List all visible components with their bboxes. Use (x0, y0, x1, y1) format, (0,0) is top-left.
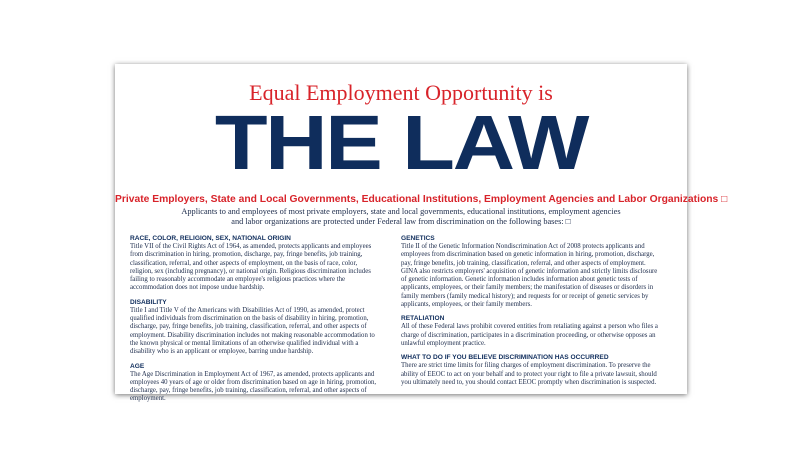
poster-intro: Applicants to and employees of most private employers, state and local governments, educational institutions, employment agencies and labor organizations are protected under Federal law from discrimination on the following bases: □ (181, 207, 621, 226)
section-genetics (401, 234, 661, 309)
section-heading: GENETICS (401, 235, 435, 242)
section-race-color-religion (130, 234, 381, 293)
section-what-to-do (401, 353, 661, 387)
poster-subhead: Private Employers, State and Local Governments, Educational Institutions, Employment Agencies and Labor Organizations □ (115, 194, 728, 205)
section-body: Title VII of the Civil Rights Act of 1964, as amended, protects applicants and employees from discrimination in hiring, promotion, discharge, pay, fringe benefits, job training, classification, referral, and other aspects of employment, on the basis of race, color, religion, sex (including pregnancy), or national origin. Religious discrimination includes failing to reasonably accommodate an employee's religious practices where the accommodation does not impose undue hardship. (130, 243, 372, 292)
poster-headline: Equal Employment Opportunity is (249, 80, 553, 105)
section-disability (130, 298, 381, 357)
section-age (130, 362, 381, 404)
left-column (130, 234, 381, 409)
section-body: The Age Discrimination in Employment Act of 1967, as amended, protects applicants and employees 40 years of age or older from discrimination based on age in hiring, promotion, discharge, pay, fringe benefits, job training, classification, referral, and other aspects of employment. (130, 370, 377, 403)
section-heading: WHAT TO DO IF YOU BELIEVE DISCRIMINATION HAS OCCURRED (401, 354, 609, 362)
right-column (401, 234, 661, 392)
section-body: There are strict time limits for filing charges of employment discrimination. To preserve the ability of EEOC to act on your behalf and to protect your right to file a private lawsuit, should you ultimately need to, you should contact EEOC promptly when discrimination is suspected. (401, 362, 657, 386)
section-heading: RACE, COLOR, RELIGION, SEX, NATIONAL ORIGIN (130, 235, 291, 242)
poster-title: THE LAW (214, 100, 588, 186)
section-body: Title I and Title V of the Americans with Disabilities Act of 1990, as amended, protect qualified individuals from discrimination on the basis of disability in hiring, promotion, discharge, pay, fringe benefits, job training, classification, referral, and other aspects of employment. Disability discrimination includes not making reasonable accommodation to the known physical or mental limitations of an otherwise qualified individual with a disability who is an applicant or employee, barring undue hardship. (130, 306, 375, 356)
section-body: All of these Federal laws prohibit covered entities from retaliating against a person who files a charge of discrimination, participates in a discrimination proceeding, or otherwise opposes an unlawful employment practice. (401, 323, 658, 347)
section-heading: DISABILITY (130, 298, 167, 306)
section-heading: RETALIATION (401, 315, 445, 323)
section-heading: AGE (130, 362, 145, 370)
section-body: Title II of the Genetic Information Nondiscrimination Act of 2008 protects applicants and employees from discrimination based on genetic information in hiring, promotion, discharge, pay, fringe benefits, job training, classification, referral, and other aspects of employment. GINA also restricts employers' acquisition of genetic information and strictly limits disclosure of genetic information. Genetic information includes information about genetic tests of applicants, employees, or their family members; the manifestation of diseases or disorders in family members (family medical history); and requests for or receipt of genetic services by applicants, employees, or their family members. (401, 243, 658, 309)
section-retaliation (401, 314, 661, 348)
eeo-poster (115, 64, 728, 403)
